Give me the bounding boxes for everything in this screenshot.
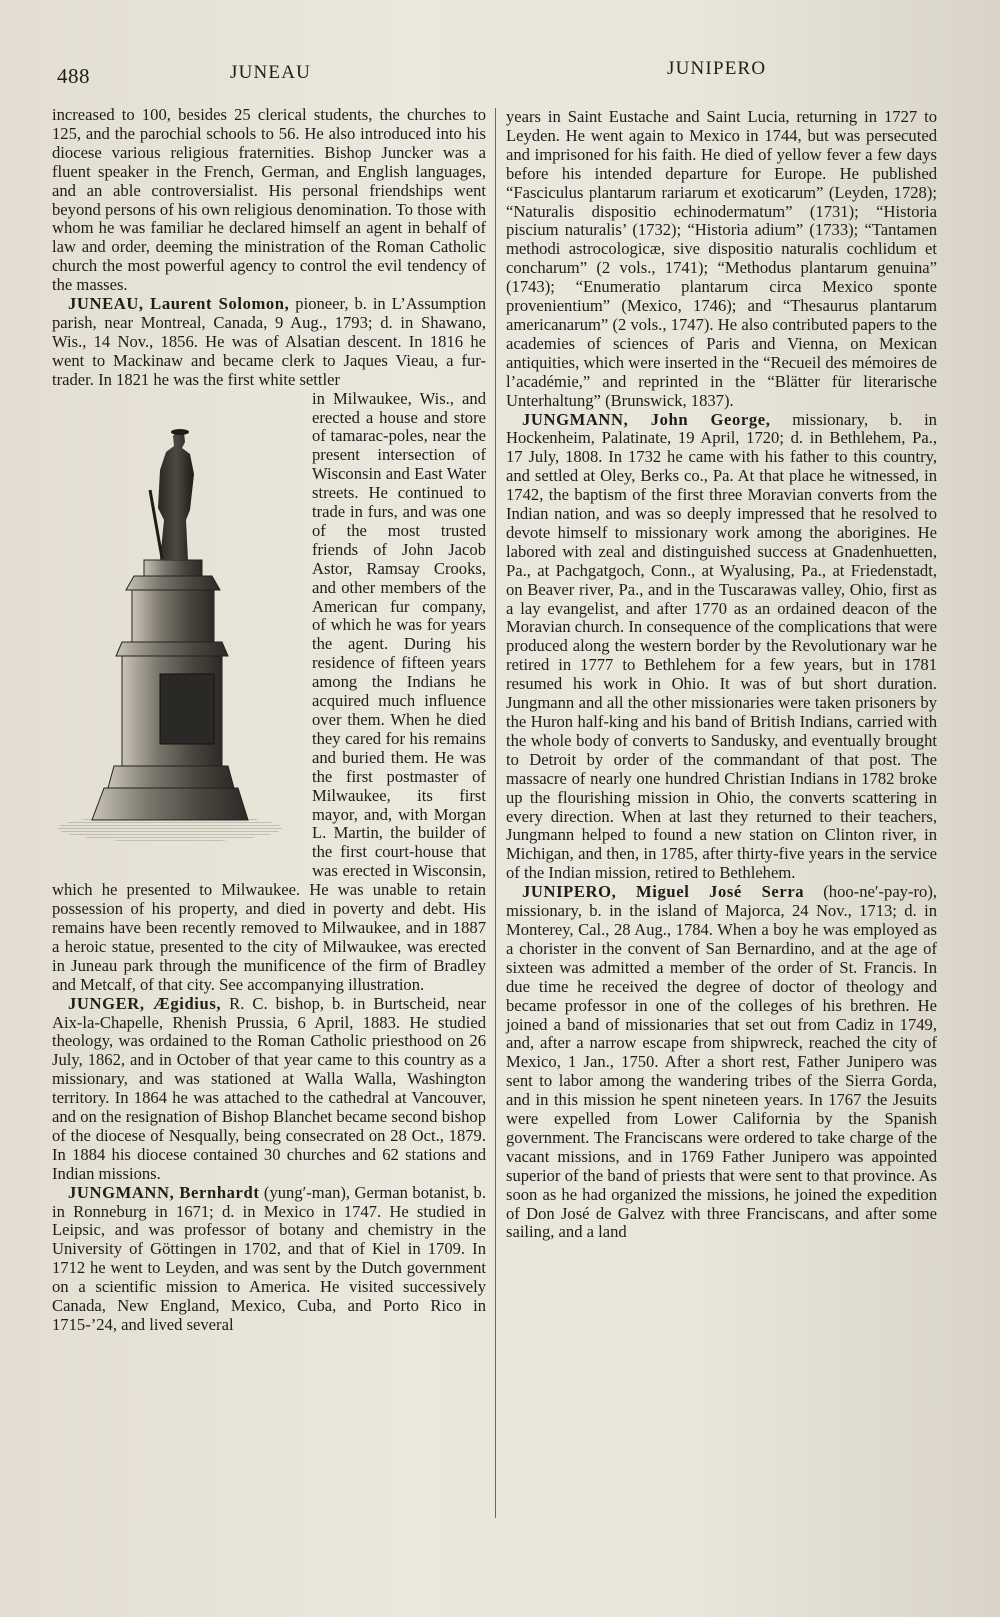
continued-paragraph: years in Saint Eustache and Saint Lucia, returning in 1727 to Leyden. He went again to Mexico in 1744, but was persecuted and imprisoned for his faith. He died of yellow fever a few days before his intended departure for Europe. He published “Fasciculus plantarum rariarum et exoticarum” (Leyden, 1728); “Naturalis dispositio echinodermatum” (1731); “Historia piscium naturalis’ (1732); “Historia adium” (1733); “Tantamen methodi astrocologicæ, sive dispositio naturalis cochlidum et concharum” (2 vols., 1741); “Methodus plantarum genuina” (1743); “Enumeratio plantarum circa Mexico sponte provenientium” (Mexico, 1746); and “Thesaurus plantarum americanarum” (2 vols., 1747). He also contributed papers to the academies of sciences of Paris and Vienna, on Mexican antiquities, which were inserted in the “Recueil des mémoires de l’académie,” and reprinted in the “Blätter für literarische Unterhaltung” (Brunswick, 1837). bbox=[506, 107, 937, 410]
entry-headword: JUNGER, Ægidius, bbox=[68, 993, 222, 1013]
continued-paragraph: increased to 100, besides 25 clerical students, the churches to 125, and the parochial schools to 56. He also introduced into his diocese various religious fraternities. Bishop Juncker was a fluent speaker in the French, German, and English languages, and an able controversialist. His personal friendships went beyond persons of his own religious denomination. To those with whom he was familiar he declared himself an agent in behalf of law and order, deeming the ministration of the Roman Catholic church the most powerful agency to control the evil tendency of the masses. bbox=[52, 105, 486, 295]
entry-headword: JUNGMANN, Bernhardt bbox=[68, 1182, 260, 1202]
entry-headword: JUNGMANN, John George, bbox=[522, 409, 771, 429]
entry-text: (hoo-ne′-pay-ro), missionary, b. in the island of Majorca, 24 Nov., 1713; d. in Monterey, Cal., 28 Aug., 1784. When a boy he was employed as a chorister in the convent of San Bernardino, and at the age of sixteen was admitted a member of the order of St. Francis. In due time he received the degree of doctor of theology and became professor in one of the colleges of his brethren. He joined a band of missionaries that set out from Cadiz in 1749, and, after a narrow escape from shipwreck, reached the city of Mexico, 1 Jan., 1750. After a short rest, Father Junipero was sent to labor among the wandering tribes of the Sierra Gorda, and in this mission he spent nineteen years. In 1767 the Jesuits were expelled from Lower California by the Spanish government. The Franciscans were ordered to take charge of the vacant missions, and in 1769 Father Junipero was appointed superior of the band of priests that were sent to that province. As soon as he had organized the missions, he joined the expedition of Don José de Galvez with three Franciscans, and after some sailing, and a land bbox=[506, 882, 937, 1242]
column-divider bbox=[495, 108, 496, 1518]
entry-headword: JUNEAU, Laurent Solomon, bbox=[68, 294, 290, 314]
entry-junipero bbox=[506, 883, 937, 1242]
running-head-right: JUNIPERO bbox=[667, 58, 767, 79]
entry-text: missionary, b. in Hockenheim, Palatinate, 19 April, 1720; d. in Bethlehem, Pa., 17 July, 1808. In 1732 he came with his father to this country, and settled at Oley, Berks co., Pa. At that place he witnessed, in 1742, the baptism of the first three Moravian converts from the Indian nation, and was so deeply impressed that he resolved to devote himself to missionary work among the aborigines. He labored with zeal and distinguished success at Gnadenhuetten, Pa., at Pachgatgoch, Conn., at Wyalusing, Pa., at Friedenstadt, on Beaver river, Pa., and in the Tuscarawas valley, Ohio, first as a lay evangelist, and after 1770 as an ordained deacon of the Moravian church. In consequence of the complications that were produced along the western border by the Revolutionary war he retired in 1777 to Bethlehem for a few years, but in 1781 resumed his work in Ohio. It was of but short duration. Jungmann and all the other missionaries were taken prisoners by the Huron half-king and his band of British Indians, carried with the whole body of converts to Sandusky, and eventually brought to Detroit by order of the commandant of that post. The massacre of nearly one hundred Christian Indians in 1782 broke up the flourishing mission in Ohio, the converts scattering in every direction. When at last they returned to their teachers, Jungmann helped to found a new station on Clinton river, in Michigan, and then, in 1785, after thirty-five years in the service of the Indian mission, retired to Bethlehem. bbox=[506, 409, 937, 883]
entry-jungmann-john-george bbox=[506, 411, 937, 884]
entry-junger bbox=[52, 995, 486, 1184]
page-header bbox=[0, 58, 1000, 88]
juneau-statue-illustration bbox=[52, 390, 306, 866]
entry-text: pioneer, b. in L’Assumption parish, near Montreal, Canada, 9 Aug., 1793; d. in Shawano, Wis., 14 Nov., 1856. He was of Alsatian descent. In 1816 he went to Mackinaw and became clerk to Jaques Vieau, a fur-trader. In 1821 he was the first white settler bbox=[52, 294, 486, 389]
running-head-left: JUNEAU bbox=[230, 62, 312, 83]
entry-jungmann-bernhardt bbox=[52, 1184, 486, 1335]
entry-text: (yung′-man), German botanist, b. in Ronneburg in 1671; d. in Mexico in 1747. He studied in Leipsic, and was professor of botany and chemistry in the University of Göttingen in 1702, and that of Kiel in 1709. In 1712 he went to Leyden, and was sent by the Dutch government on a scientific mission to America. He visited successively Canada, New England, Mexico, Cuba, and Porto Rico in 1715-’24, and lived several bbox=[52, 1182, 486, 1334]
page-number: 488 bbox=[57, 64, 90, 88]
entry-juneau-continued: in Milwaukee, Wis., and erected a house and store of tamarac-poles, near the present intersection of Wisconsin and East Water streets. He continued to trade in furs, and was one of the most trusted friends of John Jacob Astor, Ramsay Crooks, and other members of the American fur company, of which he was for years the agent. During his residence of fifteen years among the Indians he acquired much influence over them. When he died they cared for his remains and buried them. He was the first postmaster of Milwaukee, its first mayor, and, with Morgan L. Martin, the builder of the first court-house that was erected in Wisconsin, which he presented to Milwaukee. He was unable to retain possession of his property, and died in poverty and debt. His remains have been recently removed to Milwaukee, and in 1887 a heroic statue, presented to the city of Milwaukee, was erected in Juneau park through the munificence of the firm of Bradley and Metcalf, of that city. See accompanying illustration. bbox=[52, 388, 486, 994]
entry-juneau bbox=[52, 295, 486, 390]
entry-headword: JUNIPERO, Miguel José Serra bbox=[522, 882, 805, 902]
left-column bbox=[52, 106, 486, 1335]
right-column bbox=[506, 108, 937, 1242]
entry-text: R. C. bishop, b. in Burtscheid, near Aix-la-Chapelle, Rhenish Prussia, 6 April, 1883. He studied theology, was ordained to the Roman Catholic priesthood on 26 July, 1862, and in October of that year came to this country as a missionary, and was stationed at Walla Walla, Washington territory. In 1864 he was attached to the cathedral at Vancouver, and on the resignation of Bishop Blanchet became second bishop of the diocese of Nesqually, being consecrated on 28 Oct., 1879. In 1884 his diocese contained 30 churches and 62 stations and Indian missions. bbox=[52, 993, 486, 1183]
